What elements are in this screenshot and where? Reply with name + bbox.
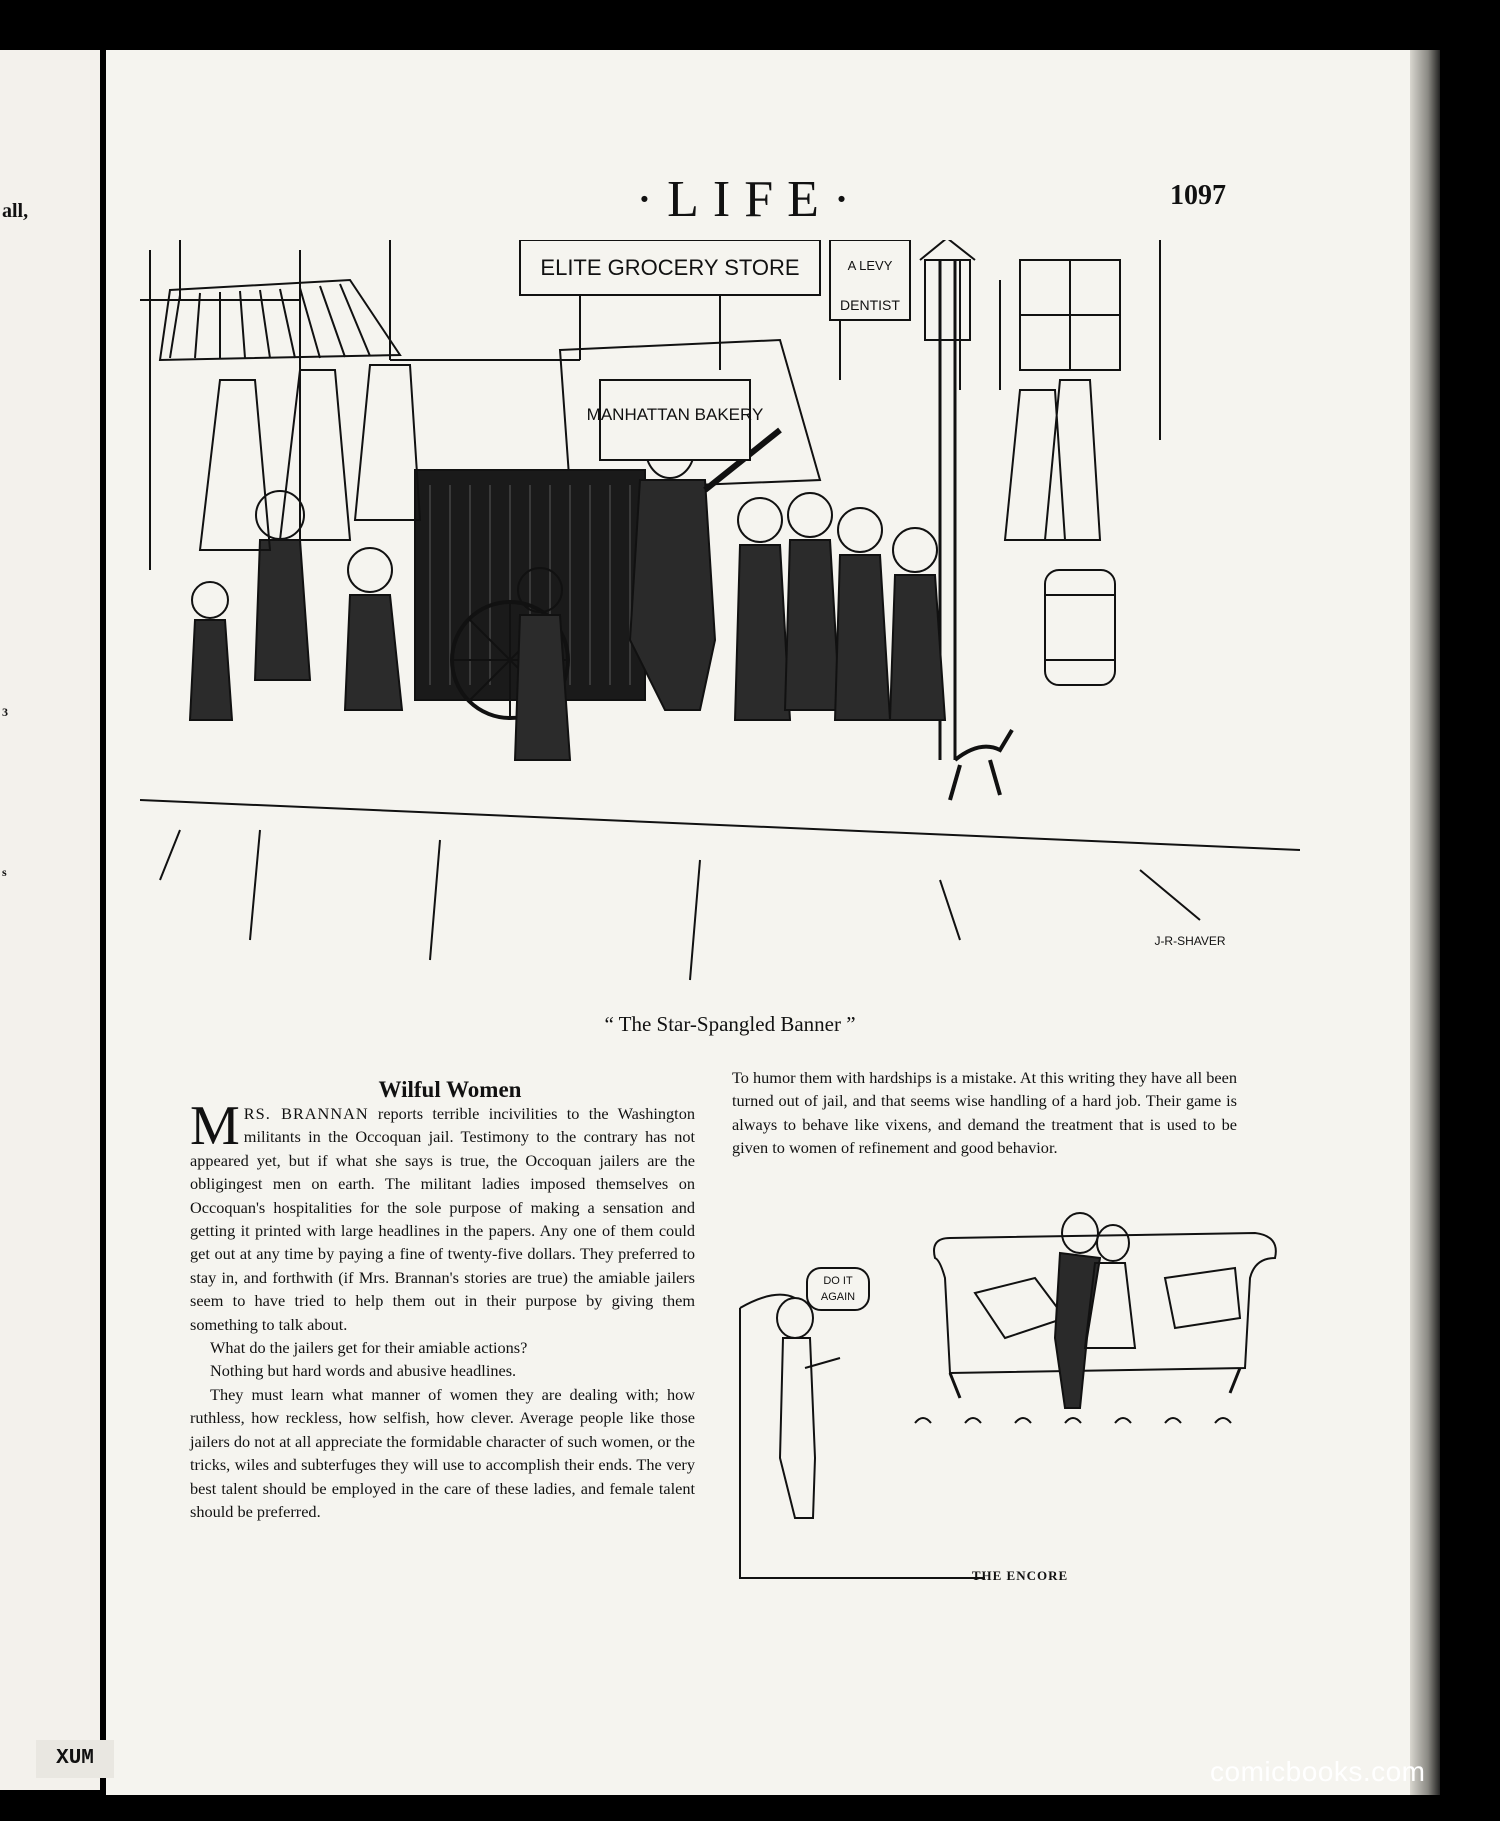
- dropcap: M: [190, 1095, 240, 1157]
- cartoon-caption: THE ENCORE: [971, 1568, 1069, 1583]
- article-paragraph: [190, 1095, 695, 1336]
- wagon-sign: MANHATTAN BAKERY: [586, 405, 764, 424]
- illustration-caption: “ The Star-Spangled Banner ”: [604, 1012, 856, 1036]
- paragraph-text: reports terrible incivilities to the Washington militants in the Occoquan jail. Testimony to the contrary has not appeared yet, but if what she says is true, the Occoquan jailers are the obligingest men on earth. The militant ladies imposed themselves on Occoquan's hospitalities for the sole purpose of making a sensation and getting it printed with large headlines in the papers. Any one of them could get out at any time by paying a fine of twenty-five dollars. They preferred to stay in, and forthwith (if Mrs. Brannan's stories are true) the amiable jailers seem to have tried to help them out in their purpose by giving them something to talk about.: [190, 1104, 695, 1334]
- speech-bubble-line1: DO IT: [823, 1275, 853, 1287]
- encore-cartoon: [735, 1198, 1295, 1583]
- article-paragraph: They must learn what manner of women they are dealing with; how ruthless, how reckless, how selfish, how clever. Average people like those jailers do not at all appreciate the formidable character of such women, or the tricks, wiles and subterfuges they will use to accomplish their ends. The very best talent should be employed in the care of these ladies, and female talent should be preferred.: [190, 1384, 695, 1521]
- article-title: Wilful Women: [378, 1077, 522, 1102]
- article-column-right: [732, 1066, 1237, 1160]
- scan-stamp: XUM: [36, 1740, 114, 1778]
- grocery-sign: ELITE GROCERY STORE: [540, 255, 800, 280]
- page-edge-shadow: [1410, 50, 1440, 1795]
- page-number: 1097: [1170, 180, 1226, 211]
- dentist-sign-name: A LEVY: [847, 258, 893, 273]
- dentist-sign-label: DENTIST: [840, 297, 900, 313]
- left-page-fragment: s: [2, 865, 7, 879]
- article-paragraph: To humor them with hardships is a mistake. At this writing they have all been turned out of jail, and that seems wise handling of a hard job. Their game is always to behave like vixens, and demand the treatment that is used to be given to women of refinement and good behavior.: [732, 1068, 1237, 1158]
- site-watermark: comicbooks.com: [1210, 1756, 1426, 1787]
- article-column-left: [190, 1095, 695, 1523]
- opening-caps: RS. BRANNAN: [243, 1104, 369, 1123]
- left-page-fragment: all,: [2, 200, 29, 222]
- artist-signature: J-R-SHAVER: [1154, 934, 1226, 948]
- article-paragraph: What do the jailers get for their amiable actions?: [210, 1338, 528, 1358]
- left-page-fragment: 3: [2, 705, 8, 719]
- speech-bubble-line2: AGAIN: [820, 1291, 856, 1303]
- street-scene-illustration: [140, 240, 1300, 1000]
- masthead: ·LIFE·: [635, 171, 865, 228]
- article-paragraph: Nothing but hard words and abusive headlines.: [210, 1361, 517, 1381]
- left-page-sliver: [0, 50, 100, 1790]
